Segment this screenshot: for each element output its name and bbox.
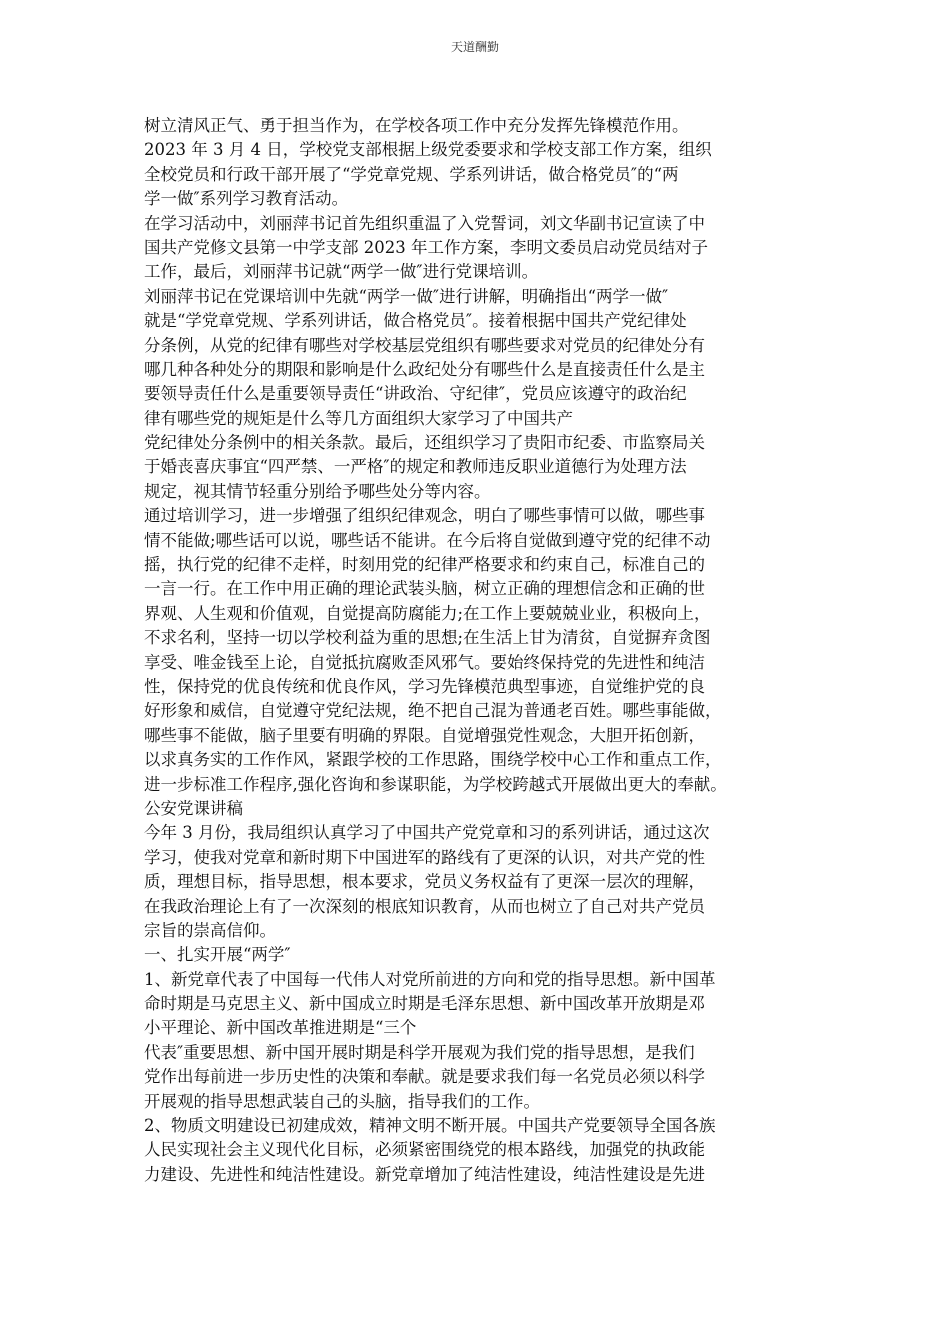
text-line: 质，理想目标，指导思想，根本要求，党员义务权益有了更深一层次的理解， [144, 872, 705, 892]
text-line: 界观、人生观和价值观，自觉提高防腐能力;在工作上要兢兢业业，积极向上， [144, 603, 711, 623]
text-line: 小平理论、新中国改革推进期是“三个 [144, 1018, 417, 1038]
text-line: 性，保持党的优良传统和优良作风，学习先锋模范典型事迹，自觉维护党的良 [144, 676, 705, 696]
text-line: 在学习活动中，刘丽萍书记首先组织重温了入党誓词，刘文华副书记宣读了中 [144, 213, 705, 233]
section-title: 公安党课讲稿 [144, 798, 243, 818]
text-line: 力建设、先进性和纯洁性建设。新党章增加了纯洁性建设，纯洁性建设是先进 [144, 1164, 705, 1184]
text-line: 在我政治理论上有了一次深刻的根底知识教育，从而也树立了自己对共产党员 [144, 896, 705, 916]
text-line: 要领导责任什么是重要领导责任“讲政治、守纪律″，党员应该遵守的政治纪 [144, 384, 687, 404]
text-line: 规定，视其情节轻重分别给予哪些处分等内容。 [144, 481, 491, 501]
text-line: 学习，使我对党章和新时期下中国进军的路线有了更深的认识，对共产党的性 [144, 847, 705, 867]
text-line: 树立清风正气、勇于担当作为，在学校各项工作中充分发挥先锋模范作用。 [144, 116, 689, 135]
text-line: 代表″重要思想、新中国开展时期是科学开展观为我们党的指导思想，是我们 [144, 1042, 695, 1062]
text-line: 开展观的指导思想武装自己的头脑，指导我们的工作。 [144, 1091, 540, 1111]
text-line: 哪些事不能做，脑子里要有明确的界限。自觉增强党性观念，大胆开拓创新， [144, 725, 705, 745]
text-line: 国共产党修文县第一中学支部 2023 年工作方案，李明文委员启动党员结对子 [144, 237, 708, 257]
text-line: 学一做″系列学习教育活动。 [144, 189, 349, 209]
text-line: 党作出每前进一步历史性的决策和奉献。就是要求我们每一名党员必须以科学 [144, 1067, 705, 1087]
text-line: 分条例，从党的纪律有哪些对学校基层党组织有哪些要求对党员的纪律处分有 [144, 335, 705, 355]
text-line: 享受、唯金钱至上论，自觉抵抗腐败歪风邪气。要始终保持党的先进性和纯洁 [144, 652, 705, 672]
text-line: 工作，最后，刘丽萍书记就“两学一做″进行党课培训。 [144, 262, 539, 282]
text-line: 命时期是马克思主义、新中国成立时期是毛泽东思想、新中国改革开放期是邓 [144, 994, 705, 1014]
text-line: 今年 3 月份，我局组织认真学习了中国共产党党章和习的系列讲话，通过这次 [144, 823, 710, 843]
document-body [144, 114, 824, 1187]
text-line: 宗旨的崇高信仰。 [144, 920, 276, 940]
page-header: 天道酬勤 [450, 40, 499, 54]
text-line: 不求名利，坚持一切以学校利益为重的思想;在生活上甘为清贫，自觉摒弃贪图 [144, 628, 711, 648]
text-line: 2、物质文明建设已初建成效，精神文明不断开展。中国共产党要领导全国各族 [144, 1116, 716, 1136]
section-heading: 一、扎实开展“两学″ [144, 945, 291, 965]
text-line: 好形象和威信，自觉遵守党纪法规，绝不把自己混为普通老百姓。哪些事能做， [144, 701, 722, 721]
text-line: 刘丽萍书记在党课培训中先就“两学一做″进行讲解，明确指出“两学一做″ [144, 286, 669, 306]
text-line: 党纪律处分条例中的相关条款。最后，还组织学习了贵阳市纪委、市监察局关 [144, 433, 705, 453]
text-line: 1、新党章代表了中国每一代伟人对党所前进的方向和党的指导思想。新中国革 [144, 969, 716, 989]
text-line: 进一步标准工作程序,强化咨询和参谋职能，为学校跨越式开展做出更大的奉献。 [144, 774, 727, 794]
text-line: 律有哪些党的规矩是什么等几方面组织大家学习了中国共产 [144, 408, 573, 428]
text-line: 通过培训学习，进一步增强了组织纪律观念，明白了哪些事情可以做，哪些事 [144, 506, 705, 526]
text-line: 情不能做;哪些话可以说，哪些话不能讲。在今后将自觉做到遵守党的纪律不动 [144, 530, 711, 550]
text-line: 人民实现社会主义现代化目标，必须紧密围绕党的根本路线，加强党的执政能 [144, 1140, 705, 1160]
text-line: 2023 年 3 月 4 日，学校党支部根据上级党委要求和学校支部工作方案，组织 [144, 140, 712, 160]
text-line: 哪几种各种处分的期限和影响是什么政纪处分有哪些什么是直接责任什么是主 [144, 359, 705, 379]
text-line: 全校党员和行政干部开展了“学党章党规、学系列讲话，做合格党员″的“两 [144, 164, 679, 184]
text-line: 就是“学党章党规、学系列讲话，做合格党员″。接着根据中国共产党纪律处 [144, 311, 687, 331]
text-line: 于婚丧喜庆事宜“四严禁、一严格″的规定和教师违反职业道德行为处理方法 [144, 457, 687, 477]
text-line: 摇，执行党的纪律不走样，时刻用党的纪律严格要求和约束自己，标准自己的 [144, 555, 705, 575]
text-line: 以求真务实的工作作风，紧跟学校的工作思路，围绕学校中心工作和重点工作， [144, 750, 722, 770]
text-line: 一言一行。在工作中用正确的理论武装头脑，树立正确的理想信念和正确的世 [144, 579, 705, 599]
